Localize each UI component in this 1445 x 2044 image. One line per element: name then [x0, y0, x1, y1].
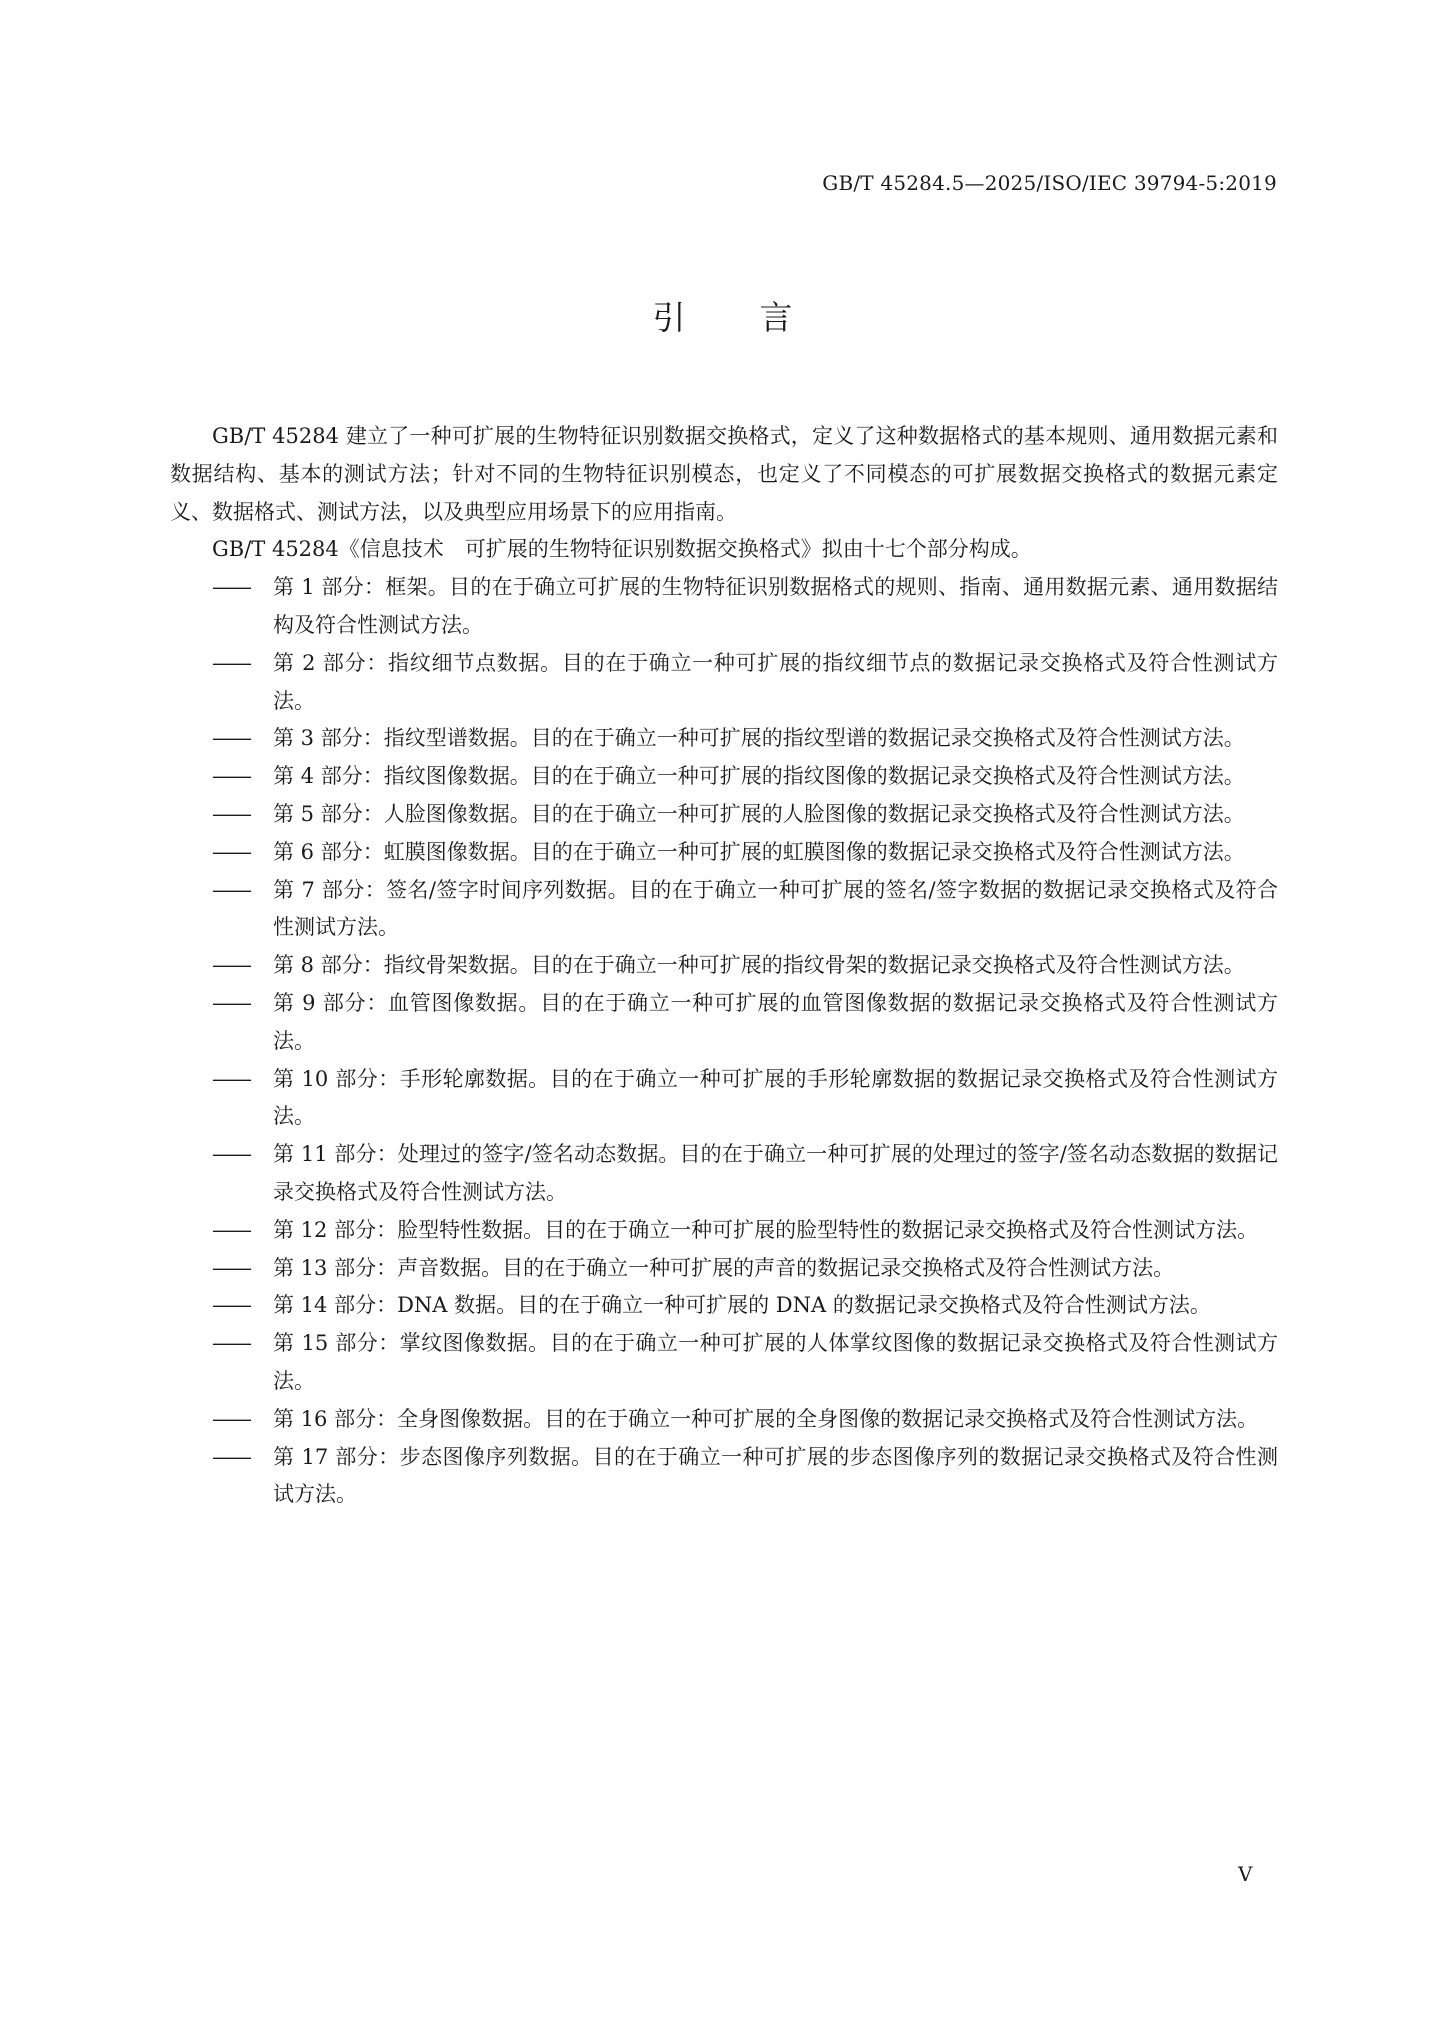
list-item-text: 第 17 部分：步态图像序列数据。目的在于确立一种可扩展的步态图像序列的数据记录交换格式及符合性测试方法。: [273, 1444, 1278, 1507]
list-item-text: 第 3 部分：指纹型谱数据。目的在于确立一种可扩展的指纹型谱的数据记录交换格式及符合性测试方法。: [273, 726, 1245, 751]
list-item-text: 第 13 部分：声音数据。目的在于确立一种可扩展的声音的数据记录交换格式及符合性测试方法。: [273, 1255, 1175, 1280]
list-dash: ——: [212, 990, 250, 1015]
list-item: [170, 834, 1278, 872]
list-item-text: 第 2 部分：指纹细节点数据。目的在于确立一种可扩展的指纹细节点的数据记录交换格式及符合性测试方法。: [273, 650, 1278, 713]
list-item-text: 第 12 部分：脸型特性数据。目的在于确立一种可扩展的脸型特性的数据记录交换格式及符合性测试方法。: [273, 1217, 1259, 1242]
intro-paragraph: GB/T 45284《信息技术 可扩展的生物特征识别数据交换格式》拟由十七个部分构成。: [212, 537, 1032, 562]
list-dash: ——: [212, 1255, 250, 1280]
list-item: [170, 1136, 1278, 1212]
list-item-text: 第 9 部分：血管图像数据。目的在于确立一种可扩展的血管图像数据的数据记录交换格式及符合性测试方法。: [273, 990, 1278, 1053]
list-dash: ——: [212, 1406, 250, 1431]
list-item: [170, 1287, 1278, 1325]
list-item-text: 第 8 部分：指纹骨架数据。目的在于确立一种可扩展的指纹骨架的数据记录交换格式及符合性测试方法。: [273, 953, 1245, 978]
list-item-text: 第 10 部分：手形轮廓数据。目的在于确立一种可扩展的手形轮廓数据的数据记录交换格式及符合性测试方法。: [273, 1066, 1278, 1129]
list-dash: ——: [212, 650, 250, 675]
list-item-text: 第 5 部分：人脸图像数据。目的在于确立一种可扩展的人脸图像的数据记录交换格式及符合性测试方法。: [273, 801, 1245, 826]
list-item: [170, 1212, 1278, 1250]
parts-list: [170, 569, 1278, 1514]
list-item-text: 第 4 部分：指纹图像数据。目的在于确立一种可扩展的指纹图像的数据记录交换格式及符合性测试方法。: [273, 764, 1245, 789]
list-item: [170, 569, 1278, 645]
list-dash: ——: [212, 575, 250, 600]
intro-paragraph: GB/T 45284 建立了一种可扩展的生物特征识别数据交换格式，定义了这种数据格式的基本规则、通用数据元素和数据结构、基本的测试方法；针对不同的生物特征识别模态，也定义了不同模态的可扩展数据交换格式的数据元素定义、数据格式、测试方法，以及典型应用场景下的应用指南。: [170, 424, 1278, 524]
list-item: [170, 645, 1278, 721]
list-item-text: 第 15 部分：掌纹图像数据。目的在于确立一种可扩展的人体掌纹图像的数据记录交换格式及符合性测试方法。: [273, 1331, 1278, 1393]
list-dash: ——: [212, 839, 250, 864]
list-item-text: 第 14 部分：DNA 数据。目的在于确立一种可扩展的 DNA 的数据记录交换格式及符合性测试方法。: [273, 1293, 1211, 1318]
list-item: [170, 720, 1278, 758]
list-item: [170, 985, 1278, 1061]
list-item: [170, 1401, 1278, 1439]
document-body: [170, 418, 1278, 1514]
page-number: V: [1238, 1862, 1253, 1886]
list-dash: ——: [212, 953, 250, 978]
list-item: [170, 758, 1278, 796]
list-dash: ——: [212, 726, 250, 751]
standard-number: GB/T 45284.5—2025/ISO/IEC 39794-5:2019: [822, 171, 1277, 195]
list-item-text: 第 7 部分：签名/签字时间序列数据。目的在于确立一种可扩展的签名/签字数据的数据记录交换格式及符合性测试方法。: [273, 877, 1278, 940]
list-item-text: 第 11 部分：处理过的签字/签名动态数据。目的在于确立一种可扩展的处理过的签字/签名动态数据的数据记录交换格式及符合性测试方法。: [273, 1142, 1278, 1204]
list-dash: ——: [212, 1217, 250, 1242]
list-dash: ——: [212, 801, 250, 826]
list-dash: ——: [212, 764, 250, 789]
list-dash: ——: [212, 1331, 250, 1356]
list-item: [170, 947, 1278, 985]
list-item: [170, 872, 1278, 948]
list-item-text: 第 16 部分：全身图像数据。目的在于确立一种可扩展的全身图像的数据记录交换格式及符合性测试方法。: [273, 1406, 1259, 1431]
list-dash: ——: [212, 1444, 250, 1469]
list-item-text: 第 6 部分：虹膜图像数据。目的在于确立一种可扩展的虹膜图像的数据记录交换格式及符合性测试方法。: [273, 839, 1245, 864]
list-dash: ——: [212, 1066, 250, 1091]
list-item: [170, 1061, 1278, 1137]
list-item: [170, 1250, 1278, 1288]
list-item-text: 第 1 部分：框架。目的在于确立可扩展的生物特征识别数据格式的规则、指南、通用数据元素、通用数据结构及符合性测试方法。: [273, 575, 1278, 637]
list-dash: ——: [212, 877, 250, 902]
page-title: 引言: [652, 298, 867, 337]
list-item: [170, 1325, 1278, 1401]
list-dash: ——: [212, 1293, 250, 1318]
list-item: [170, 1439, 1278, 1515]
list-item: [170, 796, 1278, 834]
list-dash: ——: [212, 1142, 250, 1167]
